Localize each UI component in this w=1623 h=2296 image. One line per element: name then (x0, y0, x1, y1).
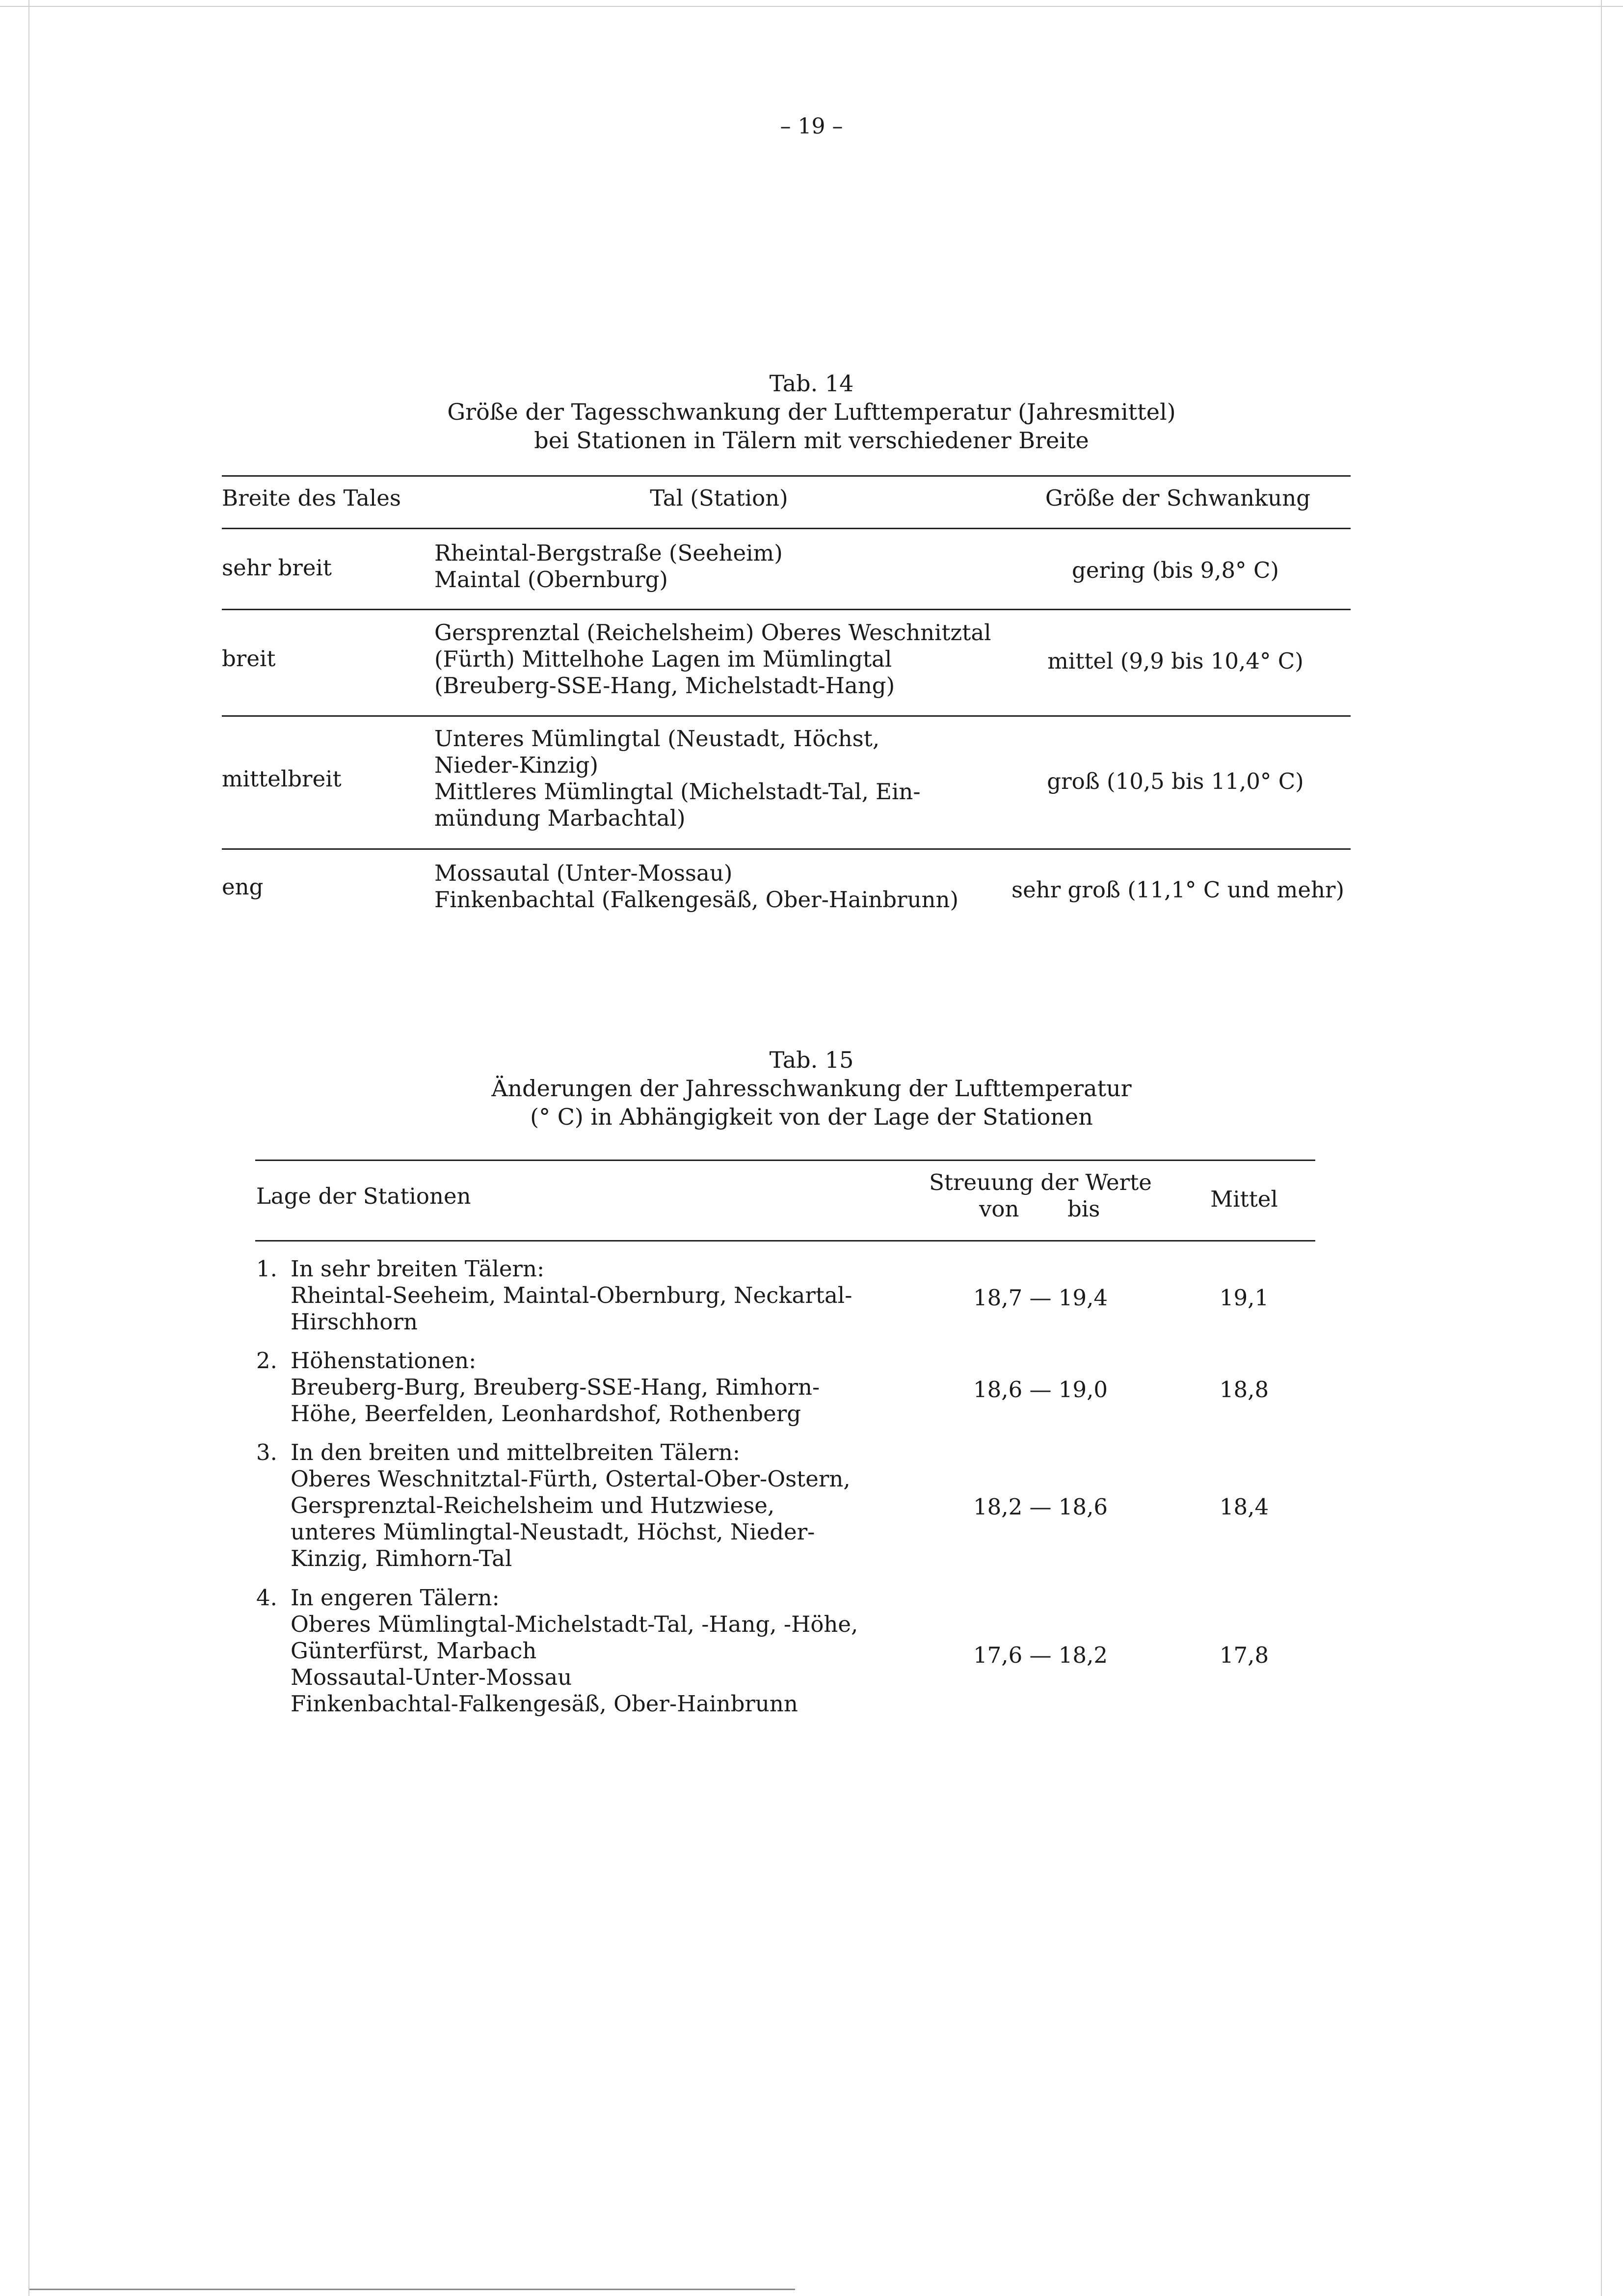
page-number: – 19 – (780, 114, 843, 139)
tab15-row4-line5: Finkenbachtal-Falkengesäß, Ober-Hainbrunn (291, 1691, 798, 1717)
tab15-number: Tab. 15 (769, 1047, 854, 1073)
tab15-row3-line2: Oberes Weschnitztal-Fürth, Ostertal-Ober-Ostern, (291, 1466, 851, 1492)
tab15-row4-number: 4. (256, 1585, 277, 1611)
scan-edge-top (0, 6, 1623, 7)
tab15-row1-line3: Hirschhorn (291, 1309, 418, 1335)
tab14-row4-breite: eng (222, 874, 264, 900)
tab15-row1-line2: Rheintal-Seeheim, Maintal-Obernburg, Neckartal- (291, 1282, 852, 1308)
tab15-row2-line3: Höhe, Beerfelden, Leonhardshof, Rothenberg (291, 1401, 801, 1427)
tab15-row3-line4: unteres Mümlingtal-Neustadt, Höchst, Nieder- (291, 1519, 815, 1545)
scan-edge-bottom (29, 2289, 795, 2290)
tab14-header-tal: Tal (Station) (650, 485, 788, 511)
tab14-row4-schwankung: sehr groß (11,1° C und mehr) (1011, 877, 1344, 903)
tab14-row3-schwankung: groß (10,5 bis 11,0° C) (1047, 768, 1304, 794)
tab14-row2-breite: breit (222, 646, 276, 672)
tab14-row4-tal-line1: Mossautal (Unter-Mossau) (434, 860, 733, 886)
tab14-caption (0, 369, 1623, 455)
tab15-row3-line3: Gersprenztal-Reichelsheim und Hutzwiese, (291, 1492, 775, 1518)
tab15-header-lage: Lage der Stationen (256, 1183, 471, 1209)
tab14-header-breite: Breite des Tales (222, 485, 401, 511)
tab15-row3-line5: Kinzig, Rimhorn-Tal (291, 1545, 512, 1571)
tab15-row4-mittel: 17,8 (1219, 1642, 1269, 1668)
tab15-row2-mittel: 18,8 (1219, 1377, 1269, 1403)
scan-edge-right (1601, 0, 1602, 2296)
tab14-rule-row2 (222, 715, 1351, 717)
tab15-row1-line1: In sehr breiten Tälern: (291, 1256, 545, 1282)
tab15-header-streuung: Streuung der Werte (929, 1169, 1152, 1195)
tab15-row2-line1: Höhenstationen: (291, 1348, 477, 1374)
tab15-row4-line2: Oberes Mümlingtal-Michelstadt-Tal, -Hang, -Höhe, (291, 1611, 858, 1637)
tab15-caption (0, 1046, 1623, 1131)
tab15-row3-range: 18,2 — 18,6 (973, 1494, 1108, 1520)
tab14-row2-tal-line3: (Breuberg-SSE-Hang, Michelstadt-Hang) (434, 673, 895, 699)
tab14-title-line2: bei Stationen in Tälern mit verschiedener Breite (534, 427, 1089, 454)
tab15-row3-mittel: 18,4 (1219, 1494, 1269, 1520)
tab15-row2-line2: Breuberg-Burg, Breuberg-SSE-Hang, Rimhorn- (291, 1374, 820, 1400)
tab14-row3-tal-line1: Unteres Mümlingtal (Neustadt, Höchst, (434, 726, 880, 752)
tab14-row3-tal-line2: Nieder-Kinzig) (434, 752, 599, 778)
tab15-row4-line3: Günterfürst, Marbach (291, 1638, 537, 1664)
tab14-rule-row1 (222, 609, 1351, 610)
tab15-header-von: von (979, 1196, 1019, 1222)
tab14-rule-top (222, 475, 1351, 477)
tab14-row1-tal-line2: Maintal (Obernburg) (434, 567, 668, 593)
tab14-row3-breite: mittelbreit (222, 766, 342, 792)
tab15-row3-number: 3. (256, 1439, 277, 1465)
tab14-header-schwankung: Größe der Schwankung (1045, 485, 1311, 511)
tab15-row4-line1: In engeren Tälern: (291, 1585, 500, 1611)
tab14-row3-tal-line3: Mittleres Mümlingtal (Michelstadt-Tal, Ein- (434, 779, 921, 805)
tab15-row1-number: 1. (256, 1256, 277, 1282)
tab15-row1-range: 18,7 — 19,4 (973, 1285, 1108, 1311)
tab14-row2-tal-line2: (Fürth) Mittelhohe Lagen im Mümlingtal (434, 646, 892, 672)
tab15-header-mittel: Mittel (1210, 1186, 1278, 1212)
tab14-title-line1: Größe der Tagesschwankung der Lufttemperatur (Jahresmittel) (447, 399, 1176, 425)
tab14-rule-header (222, 528, 1351, 529)
tab14-row4-tal-line2: Finkenbachtal (Falkengesäß, Ober-Hainbrunn) (434, 887, 959, 913)
scan-edge-left (28, 0, 29, 2296)
tab15-row2-number: 2. (256, 1348, 277, 1374)
tab15-row4-line4: Mossautal-Unter-Mossau (291, 1664, 572, 1690)
tab14-row1-tal-line1: Rheintal-Bergstraße (Seeheim) (434, 540, 783, 566)
tab15-row2-range: 18,6 — 19,0 (973, 1377, 1108, 1403)
tab14-row2-tal-line1: Gersprenztal (Reichelsheim) Oberes Weschnitztal (434, 620, 991, 646)
tab14-row2-schwankung: mittel (9,9 bis 10,4° C) (1047, 648, 1304, 674)
tab14-row1-breite: sehr breit (222, 555, 332, 581)
tab14-number: Tab. 14 (769, 370, 854, 397)
tab15-rule-header (255, 1240, 1315, 1242)
tab15-row4-range: 17,6 — 18,2 (973, 1642, 1108, 1668)
tab14-rule-row3 (222, 848, 1351, 850)
tab15-title-line1: Änderungen der Jahresschwankung der Lufttemperatur (491, 1075, 1132, 1102)
tab15-title-line2: (° C) in Abhängigkeit von der Lage der Stationen (530, 1104, 1093, 1130)
tab15-row3-line1: In den breiten und mittelbreiten Tälern: (291, 1439, 741, 1465)
tab14-row3-tal-line4: mündung Marbachtal) (434, 805, 686, 831)
tab15-row1-mittel: 19,1 (1219, 1285, 1269, 1311)
tab15-header-bis: bis (1067, 1196, 1100, 1222)
tab14-row1-schwankung: gering (bis 9,8° C) (1072, 557, 1279, 583)
tab15-rule-top (255, 1160, 1315, 1161)
